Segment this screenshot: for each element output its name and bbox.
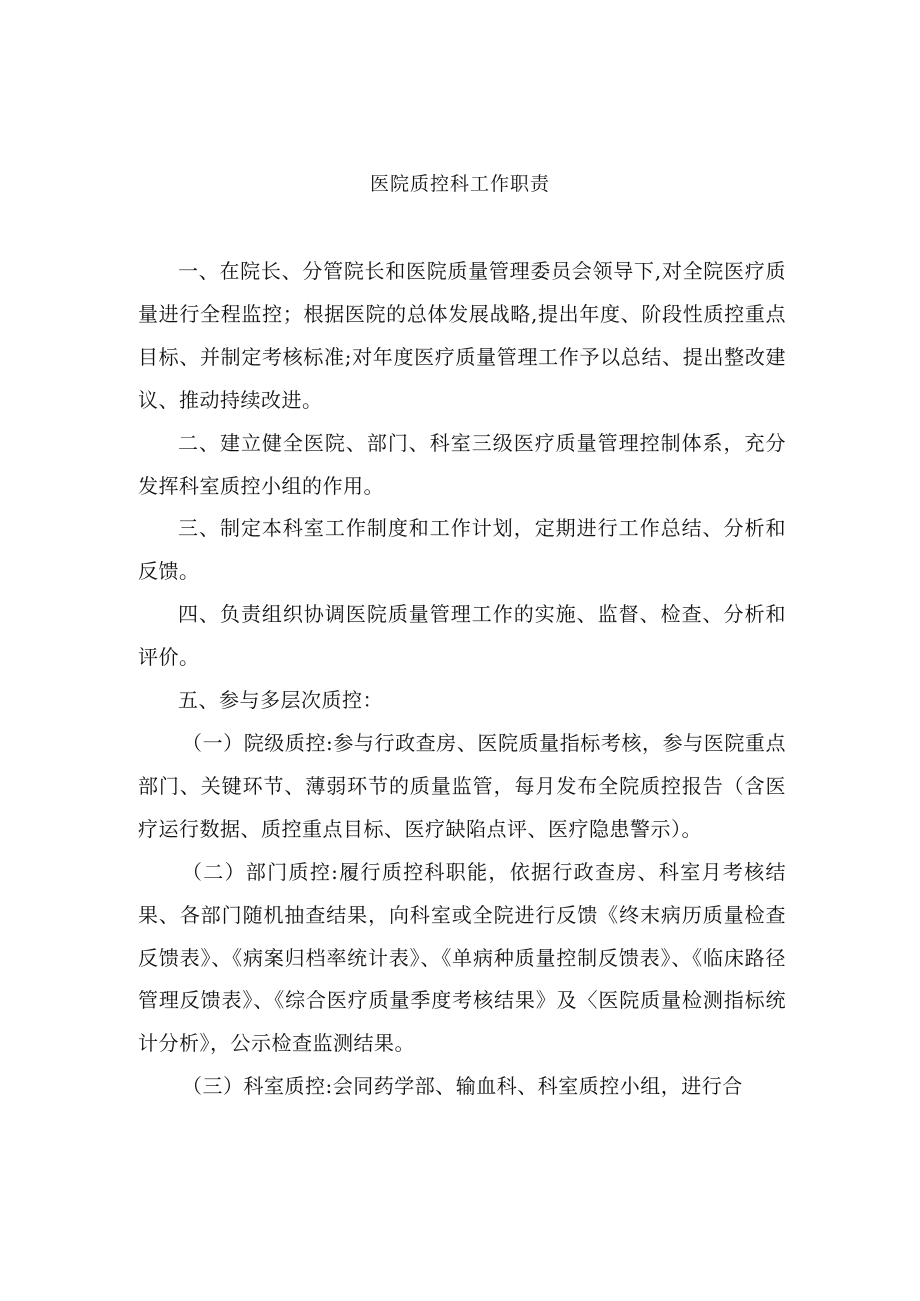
paragraph-5-1: （一）院级质控:参与行政查房、医院质量指标考核，参与医院重点部门、关键环节、薄弱环节的质量监管，每月发布全院质控报告（含医疗运行数据、质控重点目标、医疗缺陷点评、医疗隐患警示）。: [138, 730, 786, 841]
paragraph-2: 二、建立健全医院、部门、科室三级医疗质量管理控制体系，充分发挥科室质控小组的作用。: [138, 430, 786, 498]
paragraph-4: 四、负责组织协调医院质量管理工作的实施、监督、检查、分析和评价。: [138, 602, 786, 670]
document-title: 医院质控科工作职责: [369, 173, 550, 195]
paragraph-5-3: （三）科室质控:会同药学部、输血科、科室质控小组，进行合: [182, 1074, 743, 1099]
paragraph-5: 五、参与多层次质控：: [178, 688, 383, 713]
paragraph-1: 一、在院长、分管院长和医院质量管理委员会领导下,对全院医疗质量进行全程监控；根据医院的总体发展战略,提出年度、阶段性质控重点目标、并制定考核标准;对年度医疗质量管理工作予以总结、提出整改建议、推动持续改进。: [138, 259, 786, 412]
paragraph-5-2: （二）部门质控:履行质控科职能，依据行政查房、科室月考核结果、各部门随机抽查结果，向科室或全院进行反馈《终末病历质量检查反馈表》、《病案归档率统计表》、《单病种质量控制反馈表》、《临床路径管理反馈表》、《综合医疗质量季度考核结果》及〈医院质量检测指标统计分析》，公示检查监测结果。: [138, 859, 786, 1056]
paragraph-3: 三、制定本科室工作制度和工作计划，定期进行工作总结、分析和反馈。: [138, 516, 786, 584]
document-body: [138, 250, 786, 1108]
